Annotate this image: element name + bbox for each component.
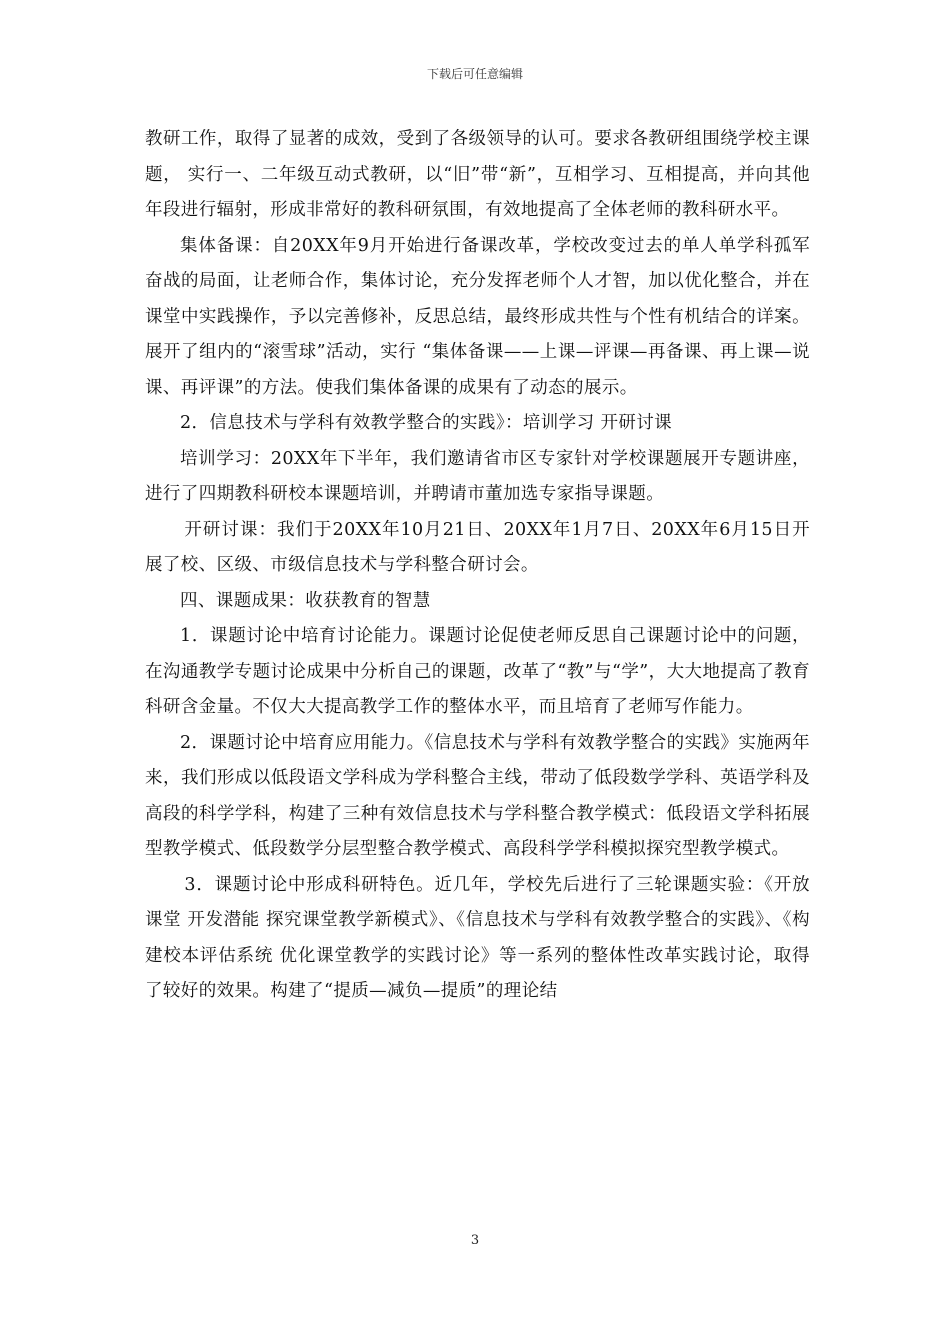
paragraph-teaching-research: 教研工作，取得了显著的成效，受到了各级领导的认可。要求各教研组围绕学校主课题， 实行一、二年级互动式教研，以“旧”带“新”，互相学习、互相提高，并向其他年段进行辐射，形成非常好的教科研氛围，有效地提高了全体老师的教科研水平。 — [145, 129, 810, 220]
paragraph-collective-lesson-prep: 集体备课：自20XX年9月开始进行备课改革，学校改变过去的单人单学科孤军奋战的局面，让老师合作，集体讨论，充分发挥老师个人才智，加以优化整合，并在课堂中实践操作，予以完善修补，反思总结，最终形成共性与个性有机结合的详案。展开了组内的“滚雪球”活动，实行 “集体备课——上课—评课—再备课、再上课—说课、再评课”的方法。使我们集体备课的成果有了动态的展示。 — [145, 235, 810, 398]
paragraph-result-application-ability: 2．课题讨论中培育应用能力。《信息技术与学科有效教学整合的实践》实施两年来，我们形成以低段语文学科成为学科整合主线，带动了低段数学学科、英语学科及高段的科学学科，构建了三种有效信息技术与学科整合教学模式：低段语文学科拓展型教学模式、低段数学分层型整合教学模式、高段科学学科模拟探究型教学模式。 — [145, 732, 810, 859]
page-header: 下载后可任意编辑 — [426, 67, 523, 81]
page-number: 3 — [470, 1233, 480, 1248]
paragraph-it-integration-heading: 2．信息技术与学科有效教学整合的实践》：培训学习 开研讨课 — [180, 413, 673, 433]
document-body — [145, 122, 810, 1010]
paragraph-training: 培训学习：20XX年下半年，我们邀请省市区专家针对学校课题展开专题讲座，进行了四期教科研校本课题培训，并聘请市董加选专家指导课题。 — [145, 448, 810, 504]
section-heading-results: 四、课题成果：收获教育的智慧 — [180, 590, 431, 611]
paragraph-result-research-ability: 1．课题讨论中培育讨论能力。课题讨论促使老师反思自己课题讨论中的问题，在沟通教学专题讨论成果中分析自己的课题，改革了“教”与“学”，大大地提高了教育科研含金量。不仅大大提高教学工作的整体水平，而且培育了老师写作能力。 — [145, 626, 810, 717]
paragraph-open-class: 开研讨课：我们于20XX年10月21日、20XX年1月7日、20XX年6月15日开展了校、区级、市级信息技术与学科整合研讨会。 — [145, 519, 810, 575]
paragraph-result-research-feature: 3．课题讨论中形成科研特色。近几年，学校先后进行了三轮课题实验：《开放课堂 开发潜能 探究课堂教学新模式》、《信息技术与学科有效教学整合的实践》、《构建校本评估系统 优化课堂教学的实践讨论》等一系列的整体性改革实践讨论，取得了较好的效果。构建了“提质—减负—提质”的理论结 — [145, 874, 810, 1001]
